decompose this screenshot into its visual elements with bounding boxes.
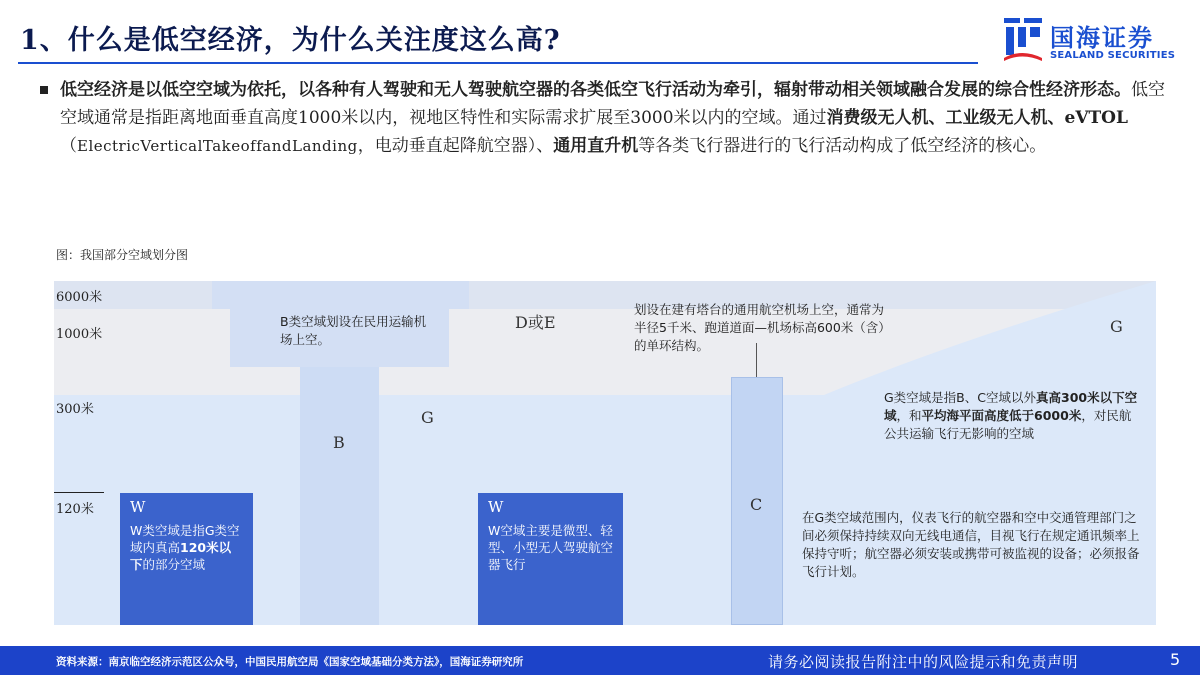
company-logo [1002,14,1182,66]
w-box-2-text: W空域主要是微型、轻型、小型无人驾驶航空器飞行 [488,523,614,572]
altitude-1000: 1000米 [56,327,103,342]
intro-bold-definition: 低空经济是以低空空域为依托，以各种有人驾驶和无人驾驶航空器的各类低空飞行活动为牵引，辐射带动相关领域融合发展的综合性经济形态。 [60,80,1131,100]
w-airspace-box-2 [478,493,623,625]
intro-text-3: ，电动垂直起降航空器）、 [357,136,554,156]
w-airspace-box-1 [120,493,253,625]
g-def-text-2: ，和 [896,408,922,423]
g-airspace-rules: 在G类空域范围内，仪表飞行的航空器和空中交通管理部门之间必须保持持续双向无线电通信，目视飞行在规定通讯频率上保持守听；航空器必须安装或携带可被监视的设备；必须报备飞行计划。 [802,510,1140,579]
g-def-bold-1: 真高300米以下空域 [884,390,1138,423]
g-def-bold-2: 平均海平面高度低于6000米 [921,408,1082,423]
intro-text-2: （ [60,136,77,156]
logo-text-en: SEALAND SECURITIES [1050,50,1176,61]
label-d-or-e: D或E [515,313,556,332]
altitude-120-marker [54,492,104,493]
altitude-6000: 6000米 [56,290,103,305]
page-number: 5 [1170,650,1181,669]
page-title: 1、什么是低空经济，为什么关注度这么高? [20,25,561,56]
w-box-1-bold: 120米以下 [130,540,232,572]
bullet-square-icon [40,86,48,94]
label-g-top: G [1110,317,1123,336]
w-box-1-title: W [130,498,146,516]
disclaimer-text: 请务必阅读报告附注中的风险提示和免责声明 [768,653,1079,671]
logo-text-cn: 国海证券 [1050,24,1154,52]
c-airspace-note: 划设在建有塔台的通用航空机场上空，通常为半径5千米、跑道道面—机场标高600米（含）的单环结构。 [634,302,891,353]
intro-bold-helicopter: 通用直升机 [553,136,639,156]
w-box-2-title: W [488,498,504,516]
label-c: C [750,495,763,514]
label-b: B [333,433,345,452]
altitude-300: 300米 [56,402,94,417]
altitude-120: 120米 [56,502,94,517]
intro-paragraph [40,76,1170,160]
intro-text-1: 低空空域通常是指距离地面垂直高度1000米以内，视地区特性和实际需求扩展至3000米以内的空域。通过 [60,80,1165,128]
w-box-1-text-1: W类空域是指G类空域内真高 [130,523,240,555]
footer-bar [0,646,1200,675]
b-airspace-note: B类空域划设在民用运输机场上空。 [280,314,427,347]
g-def-text-3: ，对民航公共运输飞行无影响的空域 [884,408,1132,441]
airspace-diagram [54,281,1156,625]
w-box-1-text-2: 的部分空域 [142,557,206,572]
label-g-middle: G [421,408,434,427]
sealand-logo-icon [1002,14,1044,62]
g-def-text-1: G类空域是指B、C空域以外 [884,390,1036,405]
intro-bold-aircraft: 消费级无人机、工业级无人机、eVTOL [826,108,1128,128]
intro-evtol-full: ElectricVerticalTakeoffandLanding [77,137,358,155]
g-airspace-definition [884,389,1142,443]
intro-text-4: 等各类飞行器进行的飞行活动构成了低空经济的核心。 [638,136,1047,156]
figure-title: 图：我国部分空域划分图 [56,248,189,262]
source-note: 资料来源：南京临空经济示范区公众号，中国民用航空局《国家空域基础分类方法》，国海证券研究所 [56,656,524,668]
title-divider [18,62,978,64]
